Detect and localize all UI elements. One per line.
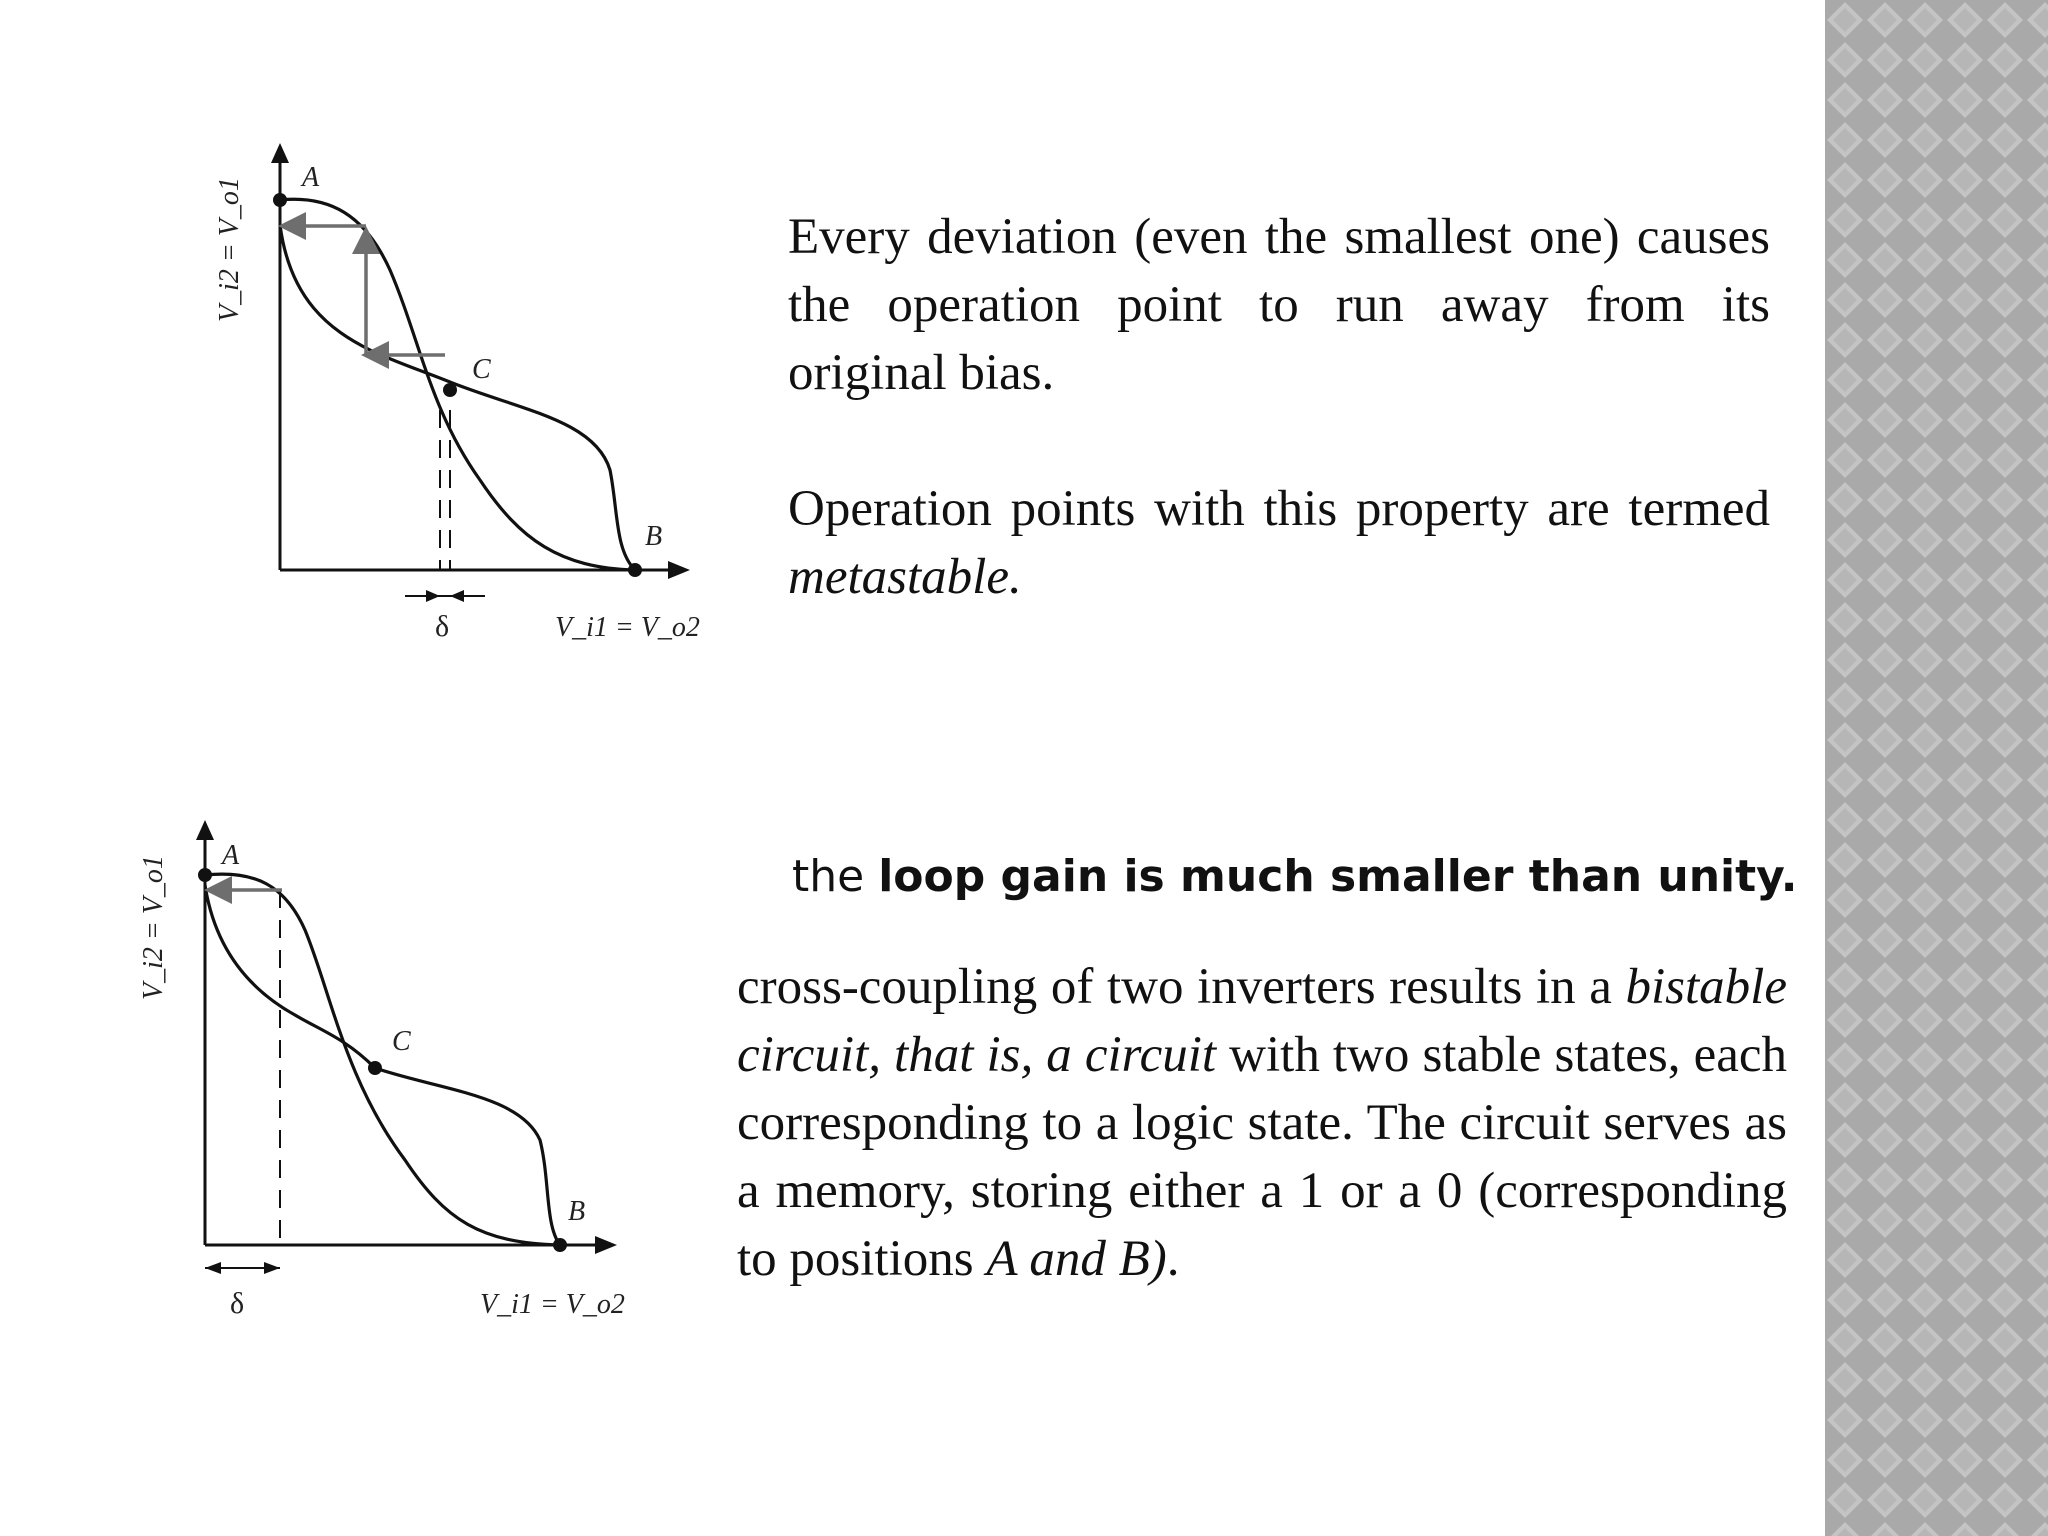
point-c-dot <box>443 383 457 397</box>
point-a-label: A <box>302 162 320 193</box>
metastable-term: metastable. <box>788 549 1022 605</box>
point-c-dot <box>368 1061 382 1075</box>
point-b-dot <box>628 563 642 577</box>
delta-arrow-right <box>264 1262 280 1274</box>
bistable-term: bistable circuit, that is, a circuit <box>737 959 1787 1083</box>
delta-arrow-right <box>450 590 464 602</box>
decorative-sidebar <box>1825 0 2048 1536</box>
x-axis-arrowhead <box>668 561 690 579</box>
metastable-description <box>788 203 1770 407</box>
delta-label: δ <box>230 1287 245 1320</box>
x-axis-label: V_i1 = V_o2 <box>555 612 700 643</box>
vtc-diagram-metastable <box>190 135 710 655</box>
metastable-definition-lead: Operation points with this property are termed <box>788 481 1770 537</box>
loop-gain-caption-bold: loop gain is much smaller than unity. <box>878 851 1798 902</box>
bistable-text-a: cross-coupling of two inverters results in a <box>737 959 1626 1015</box>
point-b-dot <box>553 1238 567 1252</box>
delta-arrow-left <box>205 1262 221 1274</box>
bistable-text-end: . <box>1166 1231 1180 1287</box>
loop-gain-caption-lead: the <box>792 851 879 902</box>
bistable-description <box>737 953 1787 1293</box>
point-a-dot <box>273 193 287 207</box>
point-c-label: C <box>472 354 491 385</box>
delta-label: δ <box>435 610 450 643</box>
point-a-dot <box>198 868 212 882</box>
x-axis-arrowhead <box>595 1236 617 1254</box>
metastable-description-text: Every deviation (even the smallest one) causes the operation point to run away from its original bias. <box>788 209 1770 401</box>
point-c-label: C <box>392 1026 411 1057</box>
point-a-label: A <box>222 840 240 871</box>
x-axis-label: V_i1 = V_o2 <box>480 1289 625 1320</box>
delta-arrow-left <box>426 590 440 602</box>
inverter-1-curve <box>205 874 560 1245</box>
y-axis-label: V_i2 = V_o1 <box>214 177 245 322</box>
vtc-diagram-bistable <box>115 810 635 1330</box>
point-b-label: B <box>645 521 663 552</box>
diamond-pattern <box>1825 0 2048 1536</box>
y-axis-label: V_i2 = V_o1 <box>138 855 169 1000</box>
loop-gain-caption <box>792 851 1798 902</box>
bistable-text-b: with two stable states, each corresponding to a logic state. The circuit serves as a memory, storing either a 1 or a 0 (corresponding to positions <box>737 1027 1788 1287</box>
y-axis-arrowhead <box>196 820 214 840</box>
inverter-2-curve <box>280 225 635 570</box>
y-axis-arrowhead <box>271 143 289 163</box>
inverter-2-curve <box>205 885 560 1245</box>
positions-a-b: A and B) <box>986 1231 1167 1287</box>
metastable-definition <box>788 475 1770 611</box>
diamond-pattern-fill <box>1825 0 2048 1536</box>
point-b-label: B <box>568 1196 586 1227</box>
